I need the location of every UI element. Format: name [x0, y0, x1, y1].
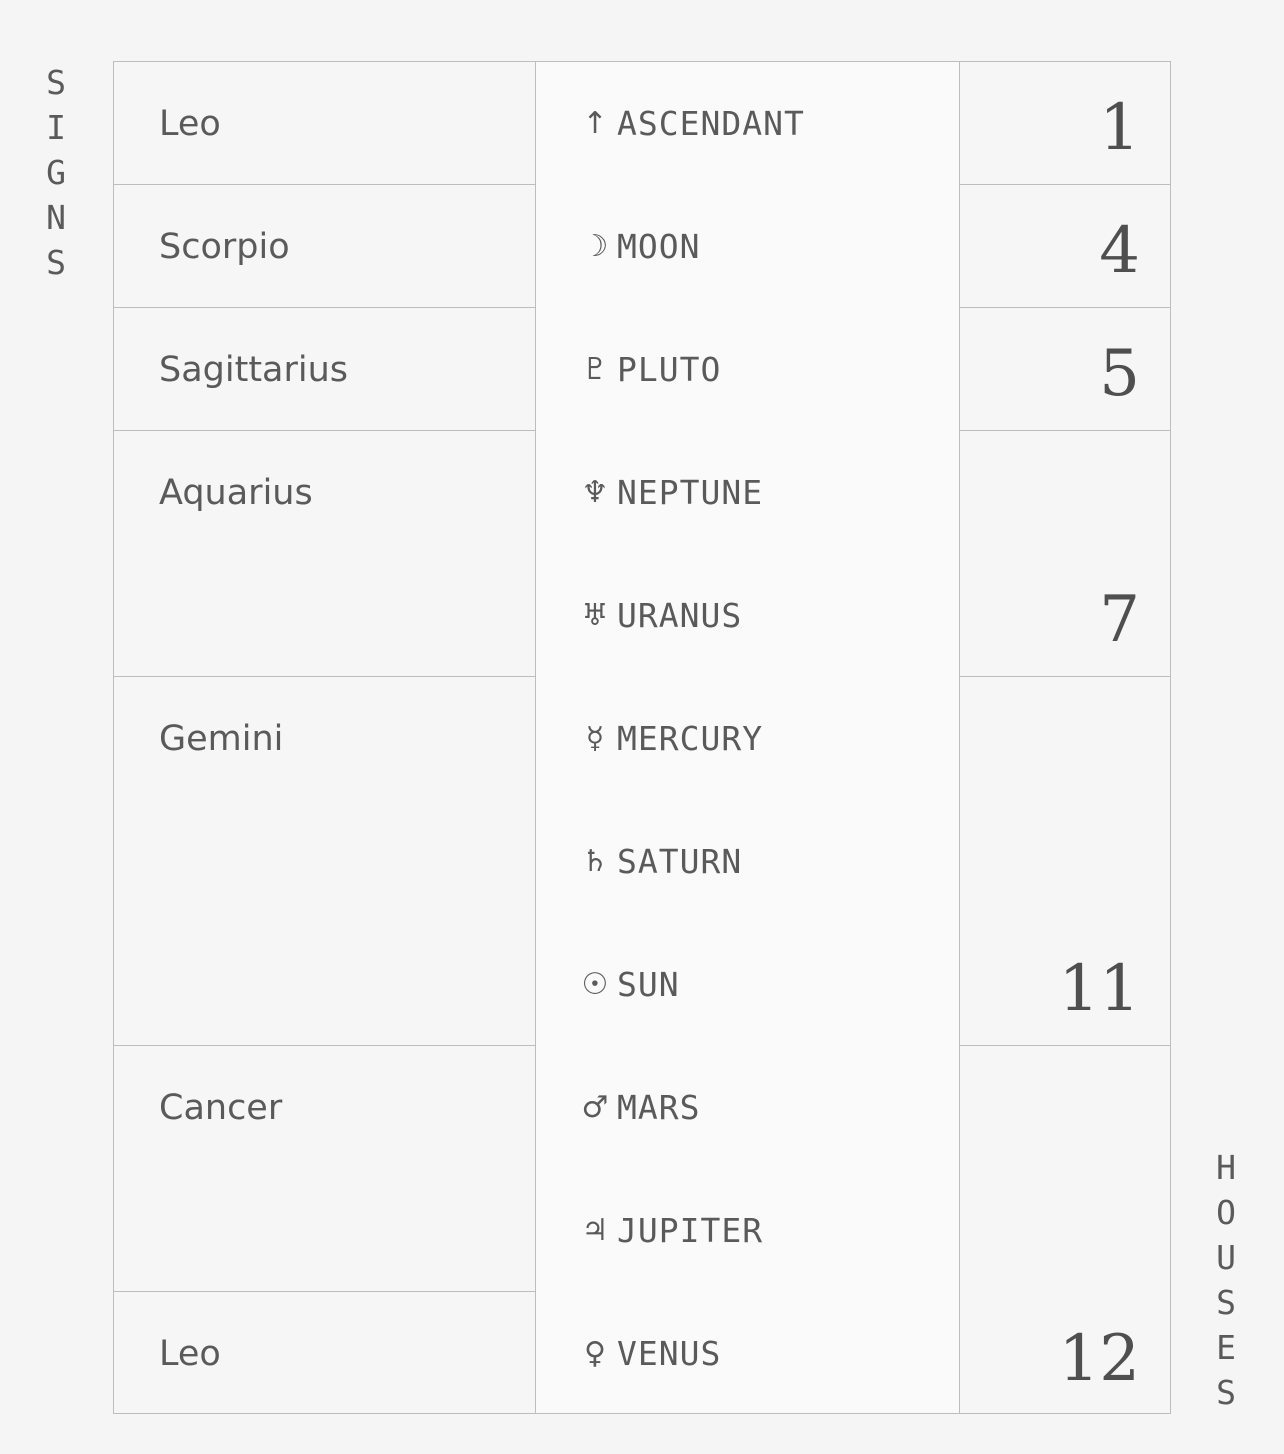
house-number: 12	[1058, 1322, 1140, 1396]
signs-vertical-label	[38, 60, 74, 285]
uranus-icon: ♅	[581, 598, 609, 633]
house-number: 4	[1099, 214, 1140, 288]
label-letter: N	[46, 198, 66, 237]
label-letter: G	[46, 153, 66, 192]
neptune-icon: ♆	[581, 475, 609, 510]
planet-row	[536, 800, 959, 923]
planet-name: MERCURY	[617, 719, 764, 758]
sign-cell	[114, 185, 535, 308]
house-number: 5	[1099, 337, 1140, 411]
sign-name: Sagittarius	[159, 350, 349, 390]
planet-row	[536, 1169, 959, 1292]
mercury-icon: ☿	[585, 721, 605, 756]
mars-icon: ♂	[581, 1090, 609, 1125]
planet-row	[536, 185, 959, 308]
label-letter: O	[1216, 1193, 1236, 1232]
planet-name: SATURN	[617, 842, 743, 881]
planets-column	[536, 62, 959, 1413]
label-letter: I	[46, 108, 66, 147]
sign-name: Aquarius	[159, 473, 313, 513]
house-number: 1	[1099, 91, 1140, 165]
venus-icon: ♀	[584, 1336, 606, 1371]
saturn-icon: ♄	[581, 844, 609, 879]
sign-name: Scorpio	[159, 227, 290, 267]
planet-name: MOON	[617, 227, 701, 266]
planet-row	[536, 1292, 959, 1415]
sign-name: Gemini	[159, 719, 284, 759]
house-cell	[960, 308, 1170, 431]
planet-row	[536, 923, 959, 1046]
house-cell	[960, 1046, 1170, 1415]
label-letter: U	[1216, 1238, 1236, 1277]
label-letter: S	[46, 243, 66, 282]
house-cell	[960, 185, 1170, 308]
planet-name: URANUS	[617, 596, 743, 635]
label-letter: S	[1216, 1373, 1236, 1412]
house-number: 7	[1099, 583, 1140, 657]
moon-icon: ☽	[581, 229, 609, 264]
jupiter-icon: ♃	[581, 1213, 609, 1248]
planet-name: NEPTUNE	[617, 473, 764, 512]
planet-row	[536, 308, 959, 431]
planet-row	[536, 62, 959, 185]
pluto-icon: ♇	[581, 352, 609, 387]
sign-name: Leo	[159, 1334, 221, 1374]
sign-cell	[114, 62, 535, 185]
planet-name: ASCENDANT	[617, 104, 805, 143]
label-letter: H	[1216, 1148, 1236, 1187]
house-cell	[960, 62, 1170, 185]
signs-column	[114, 62, 536, 1413]
sign-name: Leo	[159, 104, 221, 144]
houses-column	[959, 62, 1170, 1413]
label-letter: S	[46, 63, 66, 102]
arrow-up-icon: ↑	[582, 106, 608, 141]
house-number: 11	[1058, 952, 1140, 1026]
sign-cell	[114, 1046, 535, 1292]
houses-vertical-label	[1208, 1145, 1244, 1415]
planet-name: MARS	[617, 1088, 701, 1127]
sign-cell	[114, 431, 535, 677]
sign-name: Cancer	[159, 1088, 283, 1128]
planet-row	[536, 677, 959, 800]
sign-cell	[114, 1292, 535, 1415]
sign-cell	[114, 677, 535, 1046]
planet-name: JUPITER	[617, 1211, 764, 1250]
planet-name: SUN	[617, 965, 680, 1004]
sign-cell	[114, 308, 535, 431]
house-cell	[960, 431, 1170, 677]
planet-row	[536, 1046, 959, 1169]
planet-name: VENUS	[617, 1334, 722, 1373]
sun-icon: ☉	[581, 967, 609, 1002]
label-letter: S	[1216, 1283, 1236, 1322]
chart-table	[113, 61, 1171, 1414]
house-cell	[960, 677, 1170, 1046]
label-letter: E	[1216, 1328, 1236, 1367]
planet-row	[536, 431, 959, 554]
planet-row	[536, 554, 959, 677]
planet-name: PLUTO	[617, 350, 722, 389]
